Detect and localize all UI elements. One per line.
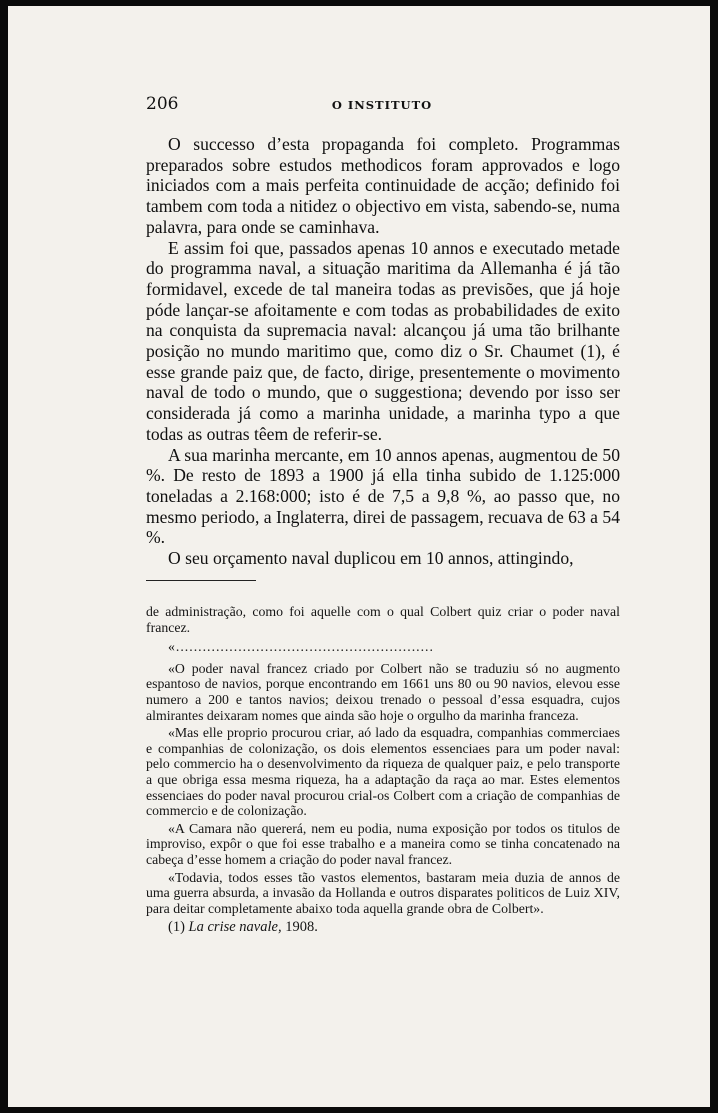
quote-paragraph: «A Camara não quererá, nem eu podia, numa exposição por todos os titulos de improviso, expôr o que foi esse trabalho e a maneira como se tinha concatenado na cabeça d’esse homem a criação do poder naval francez. xyxy=(146,820,620,867)
quote-paragraph: «O poder naval francez criado por Colbert não se traduziu só no augmento espantoso de navios, porque encontrando em 1661 uns 80 ou 90 navios, elevou esse numero a 200 e tantos navios; deixou trenado o pessoal d’essa esquadra, cujos almirantes deixaram nomes que ainda são hoje o orgulho da marinha franceza. xyxy=(146,660,620,723)
footnote-rule xyxy=(146,580,256,581)
page-header xyxy=(146,94,618,116)
running-title: O INSTITUTO xyxy=(331,98,433,112)
quote-paragraph: «Todavia, todos esses tão vastos elementos, bastaram meia duzia de annos de uma guerra absurda, a invasão da Hollanda e outros disparates politicos de Luiz XIV, para deitar completamente abaixo toda aquella grande obra de Colbert». xyxy=(146,869,620,916)
note-continuation: de administração, como foi aquelle com o qual Colbert quiz criar o poder naval francez. xyxy=(146,604,620,635)
main-text xyxy=(146,134,620,569)
page-number: 206 xyxy=(146,94,179,114)
book-page xyxy=(8,6,710,1107)
paragraph: A sua marinha mercante, em 10 annos apenas, augmentou de 50 %. De resto de 1893 a 1900 já ella tinha subido de 1.125:000 toneladas a 2.168:000; isto é de 7,5 a 9,8 %, ao passo que, no mesmo periodo, a Inglaterra, direi de passagem, recuava de 63 a 54 %. xyxy=(146,444,620,548)
quote-paragraph: «Mas elle proprio procurou criar, aó lado da esquadra, companhias commerciaes e companhias de colonização, os dois elementos essenciaes para um poder naval: pelo commercio ha o desenvolvimento da riqueza de qualquer paiz, e pelo transporte a que obriga essa mesma riqueza, ha a adaptação da raça ao mar. Estes elementos essenciaes do poder naval procurou crial-os Colbert com a criação de companhias de commercio e de colonização. xyxy=(146,725,620,819)
footnotes xyxy=(146,604,620,938)
footnote xyxy=(146,920,620,936)
paragraph: E assim foi que, passados apenas 10 annos e executado metade do programma naval, a situação maritima da Allemanha é já tão formidavel, excede de tal maneira todas as previsões, que já hoje póde lançar-se afoitamente e com todas as probabilidades de exito na conquista da supremacia naval: alcançou já uma tão brilhante posição no mundo maritimo que, como diz o Sr. Chaumet (1), é esse grande paiz que, de facto, dirige, presentemente o movimento naval de todo o mundo, que o suggestiona; devendo por isso ser considerada já como a marinha unidade, a marinha typo a que todas as outras têem de referir-se. xyxy=(146,237,620,444)
footnote-marker: (1) xyxy=(168,919,185,936)
footnote-year: 1908. xyxy=(285,919,318,936)
paragraph: O successo d’esta propaganda foi completo. Programmas preparados sobre estudos methodicos foram approvados e logo iniciados com a mais perfeita continuidade de acção; definido foi tambem com toda a nitidez o objectivo em vista, sabendo-se, numa palavra, para onde se caminhava. xyxy=(146,134,620,237)
paragraph: O seu orçamento naval duplicou em 10 annos, attingindo, xyxy=(168,548,574,569)
footnote-title: La crise navale, xyxy=(188,919,282,936)
ellipsis-line: «.......................................................... xyxy=(168,639,434,655)
